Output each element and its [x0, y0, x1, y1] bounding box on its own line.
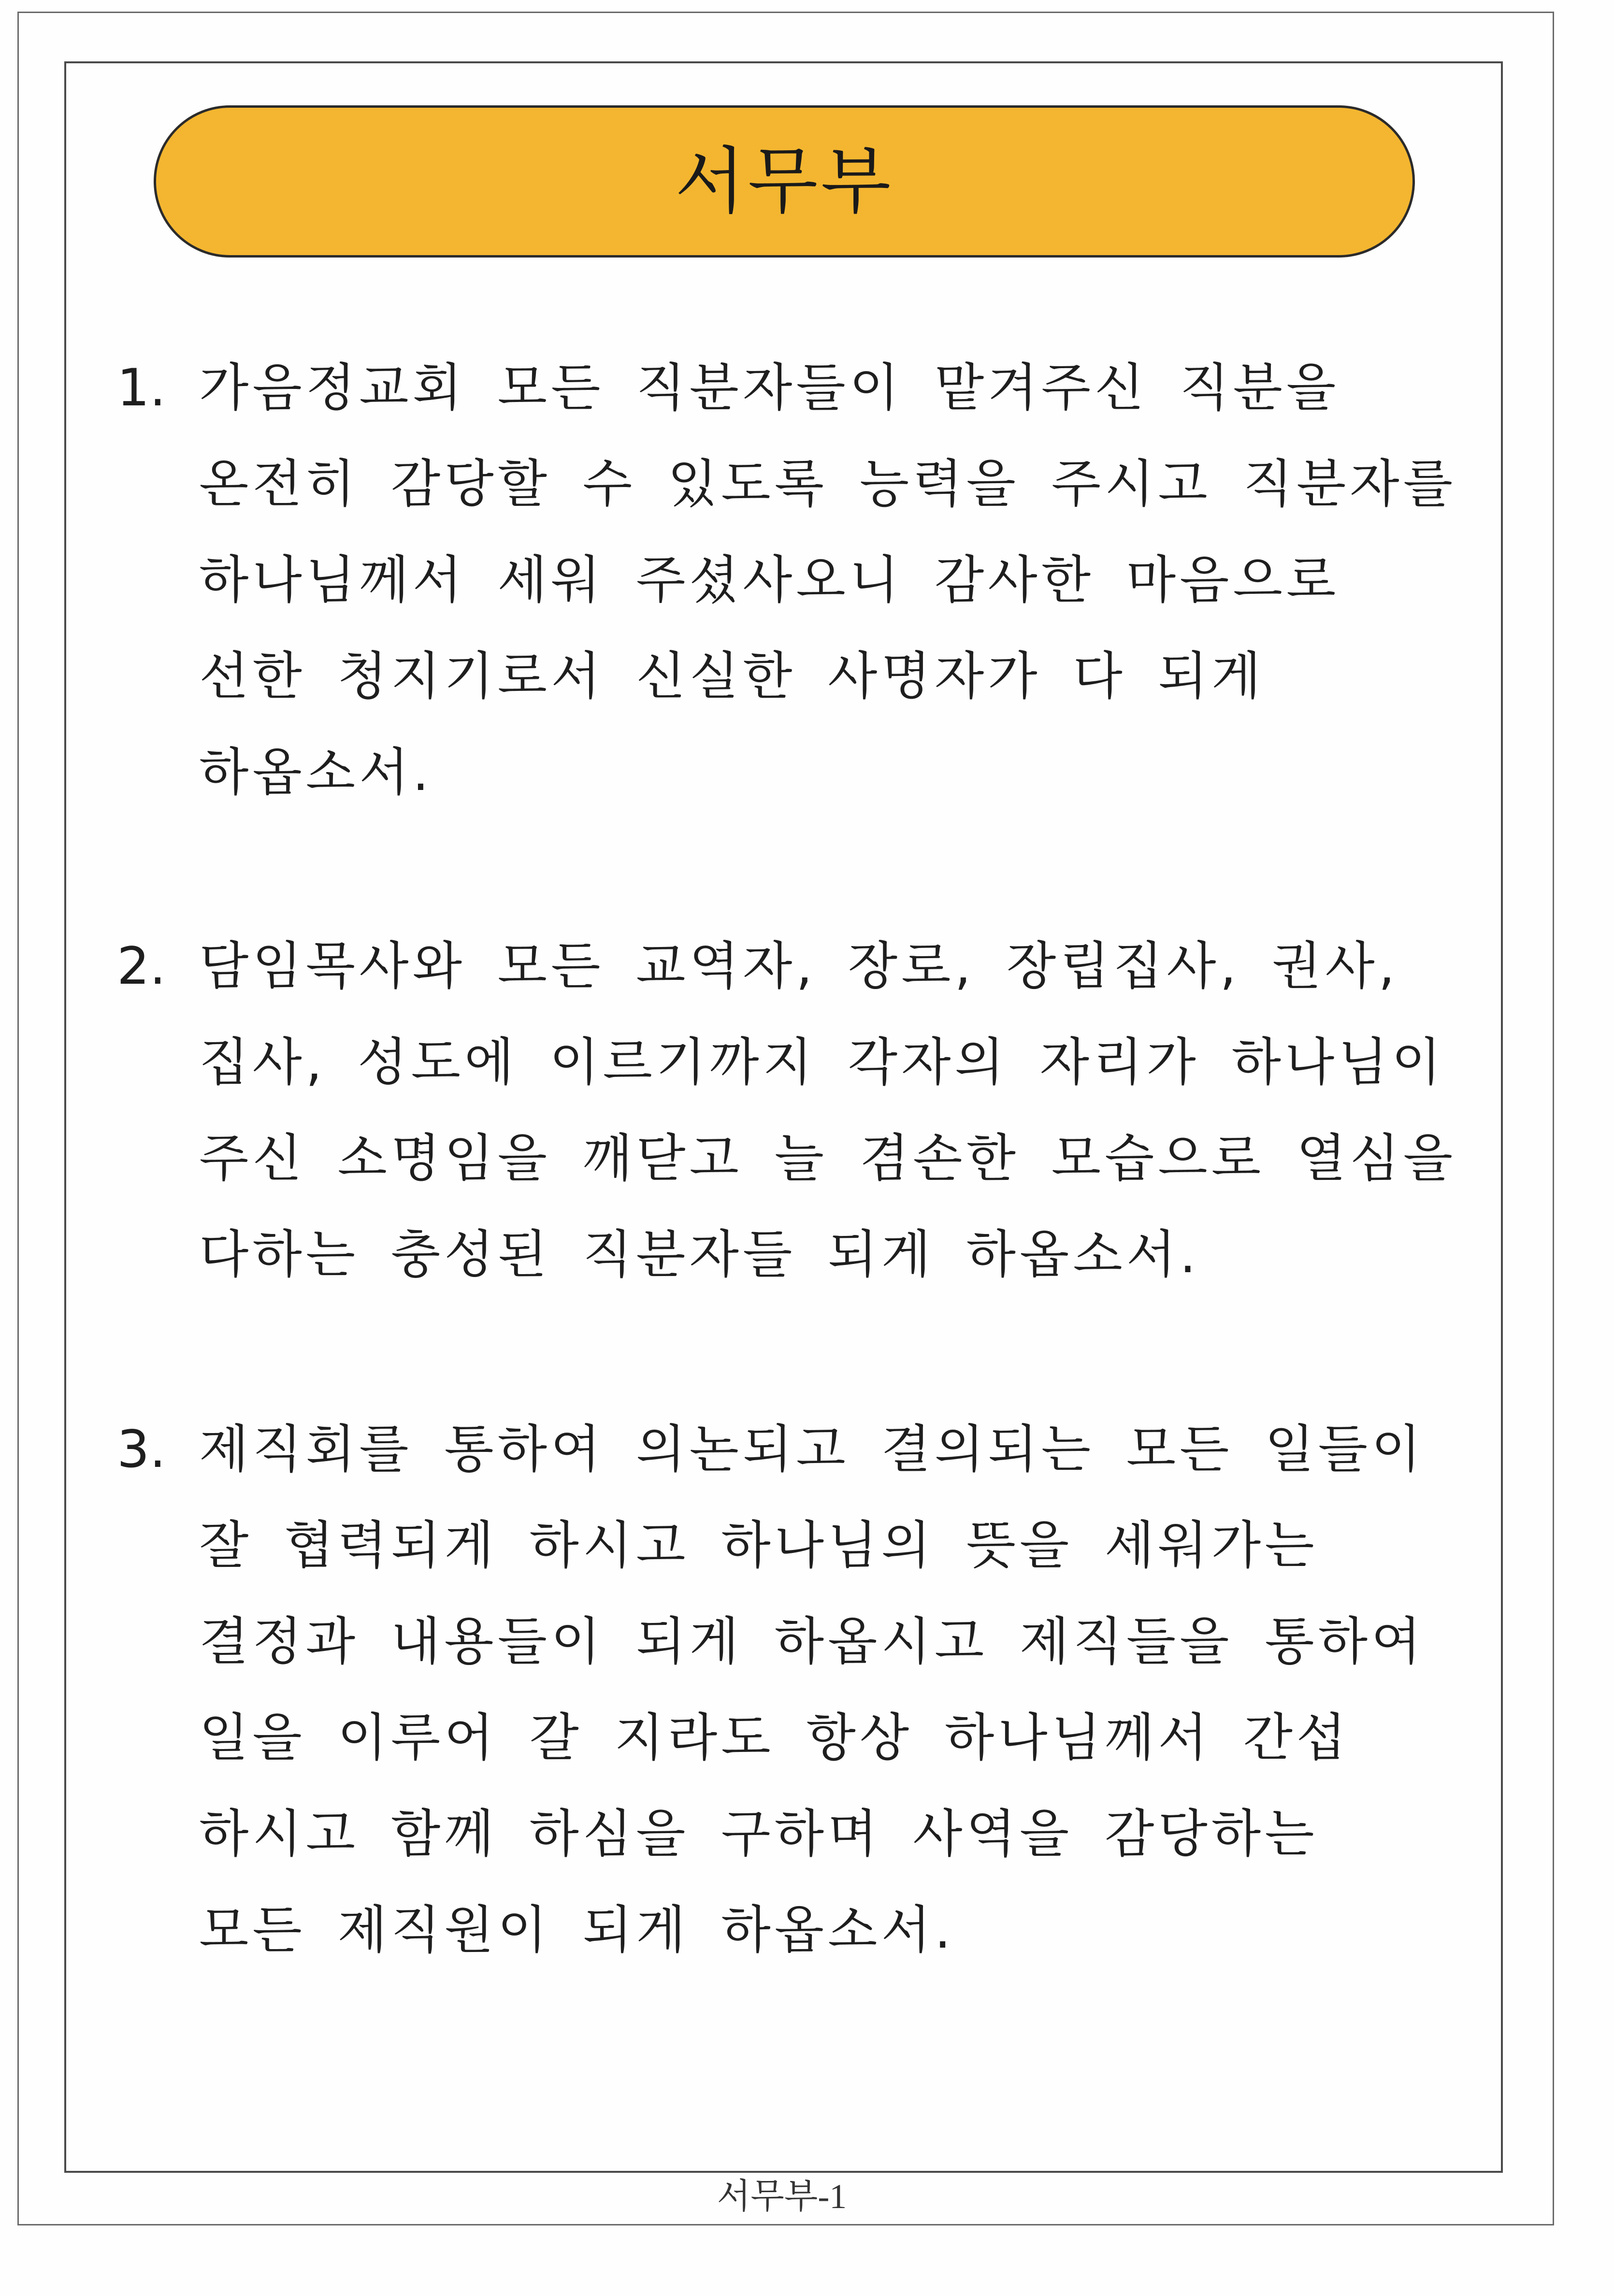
item-line: 가음정교회 모든 직분자들이 맡겨주신 직분을: [199, 358, 1340, 417]
item-line: 모든 제직원이 되게 하옵소서.: [199, 1900, 955, 1960]
item-line: 집사, 성도에 이르기까지 각자의 자리가 하나님이: [199, 1033, 1445, 1092]
item-line: 하옵소서.: [199, 743, 433, 802]
item-line: 하시고 함께 하심을 구하며 사역을 감당하는: [199, 1804, 1318, 1864]
item-line: 주신 소명임을 깨닫고 늘 겸손한 모습으로 열심을: [199, 1129, 1457, 1188]
prayer-item-2: [117, 918, 1499, 1303]
item-line: 온전히 감당할 수 있도록 능력을 주시고 직분자를: [199, 454, 1457, 514]
prayer-item-1: [117, 340, 1499, 820]
item-text: [199, 918, 1499, 1303]
item-line: 제직회를 통하여 의논되고 결의되는 모든 일들이: [199, 1420, 1425, 1479]
item-line: 하나님께서 세워 주셨사오니 감사한 마음으로: [199, 550, 1340, 610]
item-line: 잘 협력되게 하시고 하나님의 뜻을 세워가는: [199, 1516, 1318, 1575]
page-title: 서무부: [675, 139, 894, 224]
item-number: 1.: [117, 358, 166, 417]
item-line: 담임목사와 모든 교역자, 장로, 장립집사, 권사,: [199, 936, 1399, 996]
item-number: 3.: [117, 1420, 166, 1479]
title-banner: [154, 105, 1415, 258]
page-footer: 서무부-1: [717, 2177, 847, 2216]
item-line: 다하는 충성된 직분자들 되게 하옵소서.: [199, 1225, 1200, 1284]
item-text: [199, 1401, 1499, 1978]
item-text: [199, 340, 1499, 820]
item-line: 선한 청지기로서 신실한 사명자가 다 되게: [199, 646, 1265, 706]
prayer-item-3: [117, 1401, 1499, 1978]
item-line: 일을 이루어 갈 지라도 항상 하나님께서 간섭: [199, 1708, 1350, 1767]
item-number: 2.: [117, 936, 166, 996]
item-line: 결정과 내용들이 되게 하옵시고 제직들을 통하여: [199, 1612, 1425, 1671]
